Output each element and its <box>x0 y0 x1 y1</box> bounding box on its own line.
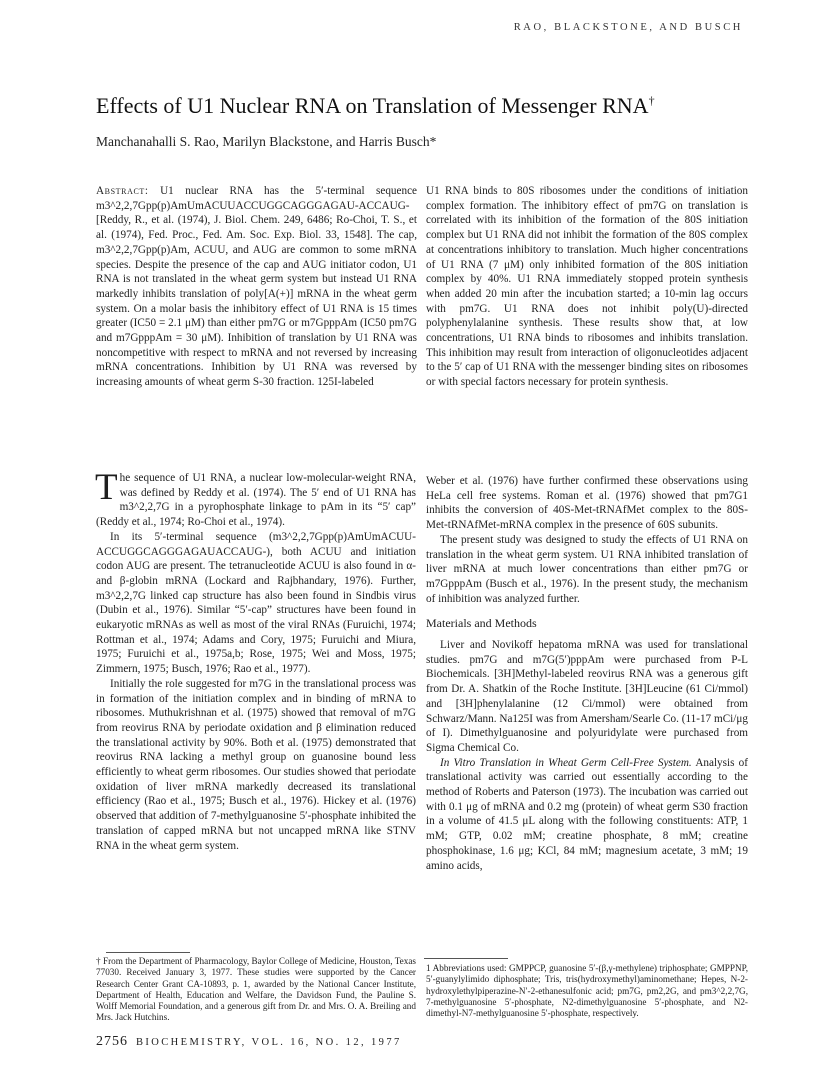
page-number: 2756 <box>96 1034 128 1049</box>
subsection-heading: In Vitro Translation in Wheat Germ Cell-Free System. <box>440 756 692 769</box>
footnote-abbreviations <box>426 963 748 1019</box>
body-right-column <box>426 474 748 873</box>
footnote-abbreviations-text: 1 Abbreviations used: GMPPCP, guanosine 5′-(β,γ-methylene) triphosphate; GMPPNP, 5′-guanylylimido diphosphate; Tris, tris(hydroxymethyl)aminomethane; Hepes, N-2-hydroxylethylpiperazine-N′-2-ethanesulfonic acid; pm7G, pm2,2G, and pm3^2,2,7G, 7-methylguanosine 5′-phosphate, N2-dimethylguanosine 5′-phosphate, and N2-dimethyl-N7-methylguanosine 5′-phosphate, respectively. <box>426 963 748 1019</box>
drop-cap: T <box>95 467 118 508</box>
footnote-affiliation <box>96 956 416 1024</box>
methods-paragraph-1: Liver and Novikoff hepatoma mRNA was used for translational studies. pm7G and m7G(5′)pppAm were purchased from P-L Biochemicals. [3H]Methyl-labeled reovirus RNA was a generous gift from Dr. A. Shatkin of the Roche Institute. [3H]Leucine (61 Ci/mmol) and [3H]phenylalanine (12 Ci/mmol) were obtained from Schwarz/Mann. Na125I was from Amersham/Searle Co. (11-17 mCi/μg of I). Dimethylguanosine and polyuridylate were purchased from Sigma Chemical Co. <box>426 639 748 754</box>
footnote-rule-right <box>424 958 508 959</box>
page-folio <box>96 1034 402 1050</box>
article-title: Effects of U1 Nuclear RNA on Translation of Messenger RNA† <box>96 93 655 118</box>
body-left-column <box>95 467 416 853</box>
title-footnote-mark: † <box>648 93 655 108</box>
intro-paragraph-5: The present study was designed to study the effects of U1 RNA on translation in the wheat germ system. U1 RNA inhibited translation of liver mRNA at much lower concentrations than either pm7G or m7GpppAm (Busch et al., 1976). In the present study, the mechanism of inhibition was analyzed further. <box>426 533 748 605</box>
author-list: Manchanahalli S. Rao, Marilyn Blackstone, and Harris Busch* <box>96 134 437 149</box>
methods-paragraph-2: Analysis of translational activity was carried out essentially according to the method of Roberts and Paterson (1973). The incubation was carried out with 0.1 μg of mRNA and 0.2 mg (protein) of wheat germ S30 fraction in a volume of 41.5 μL along with the following constituents: ATP, 1 mM; GTP, 0.02 mM; creatine phosphate, 8 mM; creatine phosphokinase, 1.6 μg; KCl, 84 mM; magnesium acetate, 3 mM; 19 amino acids, <box>426 756 748 872</box>
intro-paragraph-1: he sequence of U1 RNA, a nuclear low-molecular-weight RNA, was defined by Reddy et al. (1974). The 5′ end of U1 RNA has m3^2,2,7G in a pyrophosphate linkage to pAm in its “5′ cap” (Reddy et al., 1974; Ro-Choi et al., 1974). <box>96 472 416 529</box>
abstract-right-column <box>426 184 748 390</box>
journal-citation: BIOCHEMISTRY, VOL. 16, NO. 12, 1977 <box>136 1037 402 1048</box>
footnote-rule-left <box>106 952 190 953</box>
abstract-text-left: U1 nuclear RNA has the 5′-terminal sequence m3^2,2,7Gpp(p)AmUmACUUACCUGGCAGGGAGAU-ACCAUG- [Reddy, R., et al. (1974), J. Biol. Chem. 249, 6486; Ro-Choi, T. S., et al. (1974), Fed. Proc., Fed. Am. Soc. Exp. Biol. 33, 1548]. The cap, m3^2,2,7Gpp(p)Am, ACUU, and AUG are common to some mRNA species. Despite the presence of the cap and AUG initiator codon, U1 RNA is not translated in the wheat germ system but instead U1 RNA markedly inhibits translation of poly[A(+)] mRNA in the wheat germ system. On a molar basis the inhibitory effect of U1 RNA is 15 times greater (IC50 = 2.1 μM) than either pm7G or m7GpppAm (IC50 pm7G and m7GpppAm = 30 μM). Inhibition of translation by U1 RNA was noncompetitive with respect to mRNA and not reversed by increasing mRNA concentrations. Inhibition by U1 RNA was reversed by increasing amounts of wheat germ S-30 fraction. 125I-labeled <box>96 185 417 389</box>
running-head: RAO, BLACKSTONE, AND BUSCH <box>513 22 743 33</box>
footnote-affiliation-text: † From the Department of Pharmacology, Baylor College of Medicine, Houston, Texas 77030. Received January 3, 1977. These studies were supported by the Cancer Research Center Grant CA-10893, p. 1, awarded by the National Cancer Institute, Department of Health, Education and Welfare, the Davidson Fund, the Pauline S. Wolff Memorial Foundation, and a generous gift from Dr. and Mrs. O. A. Breiling and Mrs. Jack Hutchins. <box>96 956 416 1023</box>
abstract-label: Abstract: <box>96 185 149 197</box>
intro-paragraph-4: Weber et al. (1976) have further confirmed these observations using HeLa cell free systems. Roman et al. (1976) showed that pm7G1 inhibits the conversion of 40S-Met-tRNAfMet complex to the 80S-Met-tRNAfMet-mRNA complex in the presence of 60S subunits. <box>426 475 748 532</box>
abstract-left-column <box>96 184 417 390</box>
abstract-text-right: U1 RNA binds to 80S ribosomes under the conditions of initiation complex formation. The inhibitory effect of pm7G on translation is correlated with its inhibition of the formation of the 80S initiation complex but U1 RNA did not inhibit the formation of the 80S complex at concentrations inhibitory to translation. Much higher concentrations of U1 RNA (7 μM) only inhibited formation of the 80S initiation complex by 40%. U1 RNA immediately stopped protein synthesis when added 20 min after the incubation started; a 10-min lag occurs with pm7G. U1 RNA does not inhibit poly(U)-directed polyphenylalanine synthesis. These results show that, at low concentrations, U1 RNA binds to ribosomes and inhibits translation. This inhibition may result from interaction of oligonucleotides adjacent to the 5′ cap of U1 RNA with the messenger binding sites on ribosomes or with special factors necessary for protein synthesis. <box>426 185 748 389</box>
intro-paragraph-3: Initially the role suggested for m7G in the translational process was in formation of the initiation complex and in binding of mRNA to ribosomes. Muthukrishnan et al. (1975) showed that removal of m7G from reovirus RNA by periodate oxidation and β elimination reduced the translational activity by 90%. Both et al. (1975) demonstrated that reovirus RNA lacking a methyl group on guanosine bound less efficiently to wheat germ ribosomes. Our studies showed that periodate oxidation of liver mRNA markedly decreased its translational efficiency (Rao et al., 1975; Busch et al., 1976). Hickey et al. (1976) observed that addition of 7-methylguanosine 5′-phosphate inhibited the translation of capped mRNA but not uncapped mRNA like STNV RNA in the wheat germ system. <box>96 677 416 852</box>
section-heading-methods: Materials and Methods <box>426 616 537 631</box>
intro-paragraph-2: In its 5′-terminal sequence (m3^2,2,7Gpp(p)AmUmACUU-ACCUGGCAGGGAGAUACCAUG-), both ACUU and initiation codon AUG are present. The tetranucleotide ACUU is also found in α- and β-globin mRNA (Lockard and Rajbhandary, 1976). Further, m3^2,2,7G linked cap structure has also been found in Sindbis virus (Dubin et al., 1976). Similar “5′-cap” structures have been found in eukaryotic mRNAs as well as most of the viral RNAs (Furuichi, 1974; Rottman et al., 1974; Adams and Cory, 1975; Furuichi and Miura, 1975; Furuichi et al., 1975a,b; Rose, 1975; Wei and Moss, 1975; Zimmern, 1975; Busch, 1976; Rao et al., 1977). <box>96 530 416 676</box>
